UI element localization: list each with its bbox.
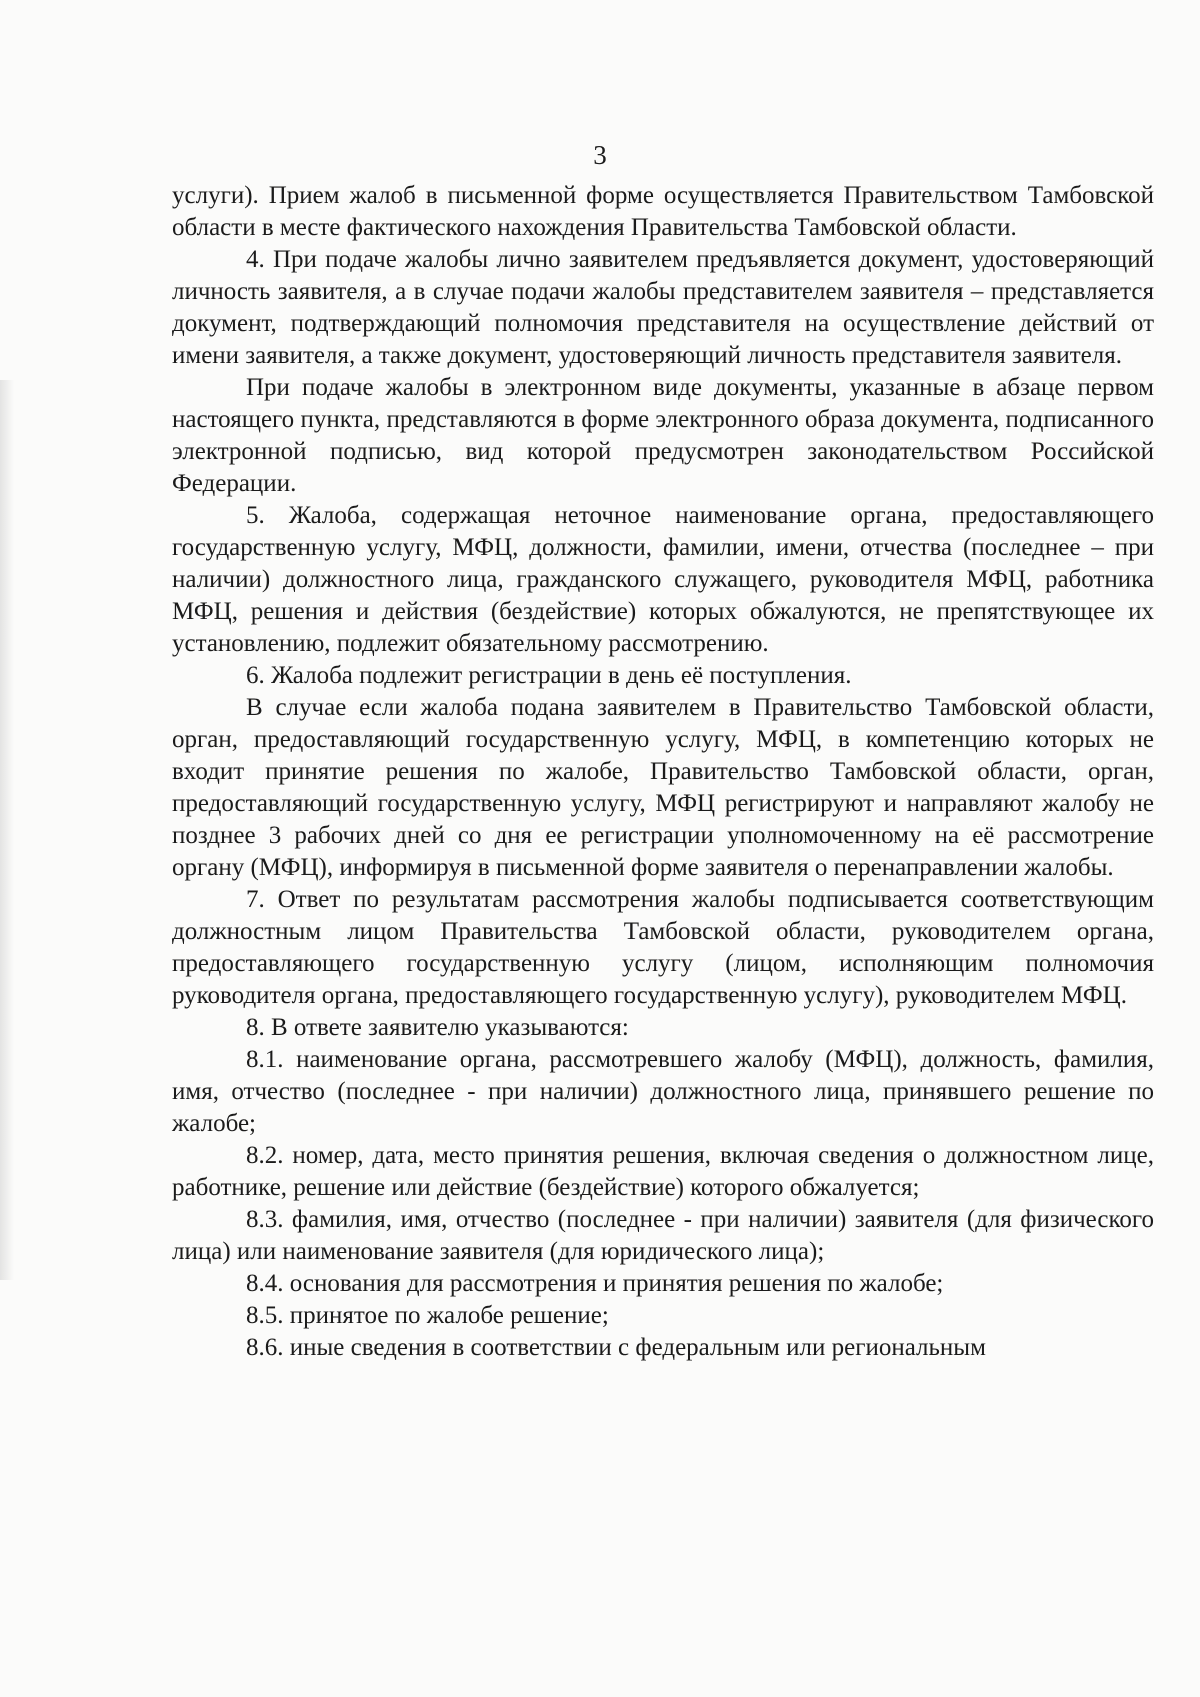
paragraph-item-4-electronic: При подаче жалобы в электронном виде документы, указанные в абзаце первом настоящего пункта, представляются в форме электронного образа документа, подписанного электронной подписью, вид которой предусмотрен законодательством Российской Федерации. [172,374,1154,497]
paragraph-item-6: 6. Жалоба подлежит регистрации в день её поступления. [246,662,852,689]
paragraph-item-8-1: 8.1. наименование органа, рассмотревшего жалобу (МФЦ), должность, фамилия, имя, отчество (последнее - при наличии) должностного лица, принявшего решение по жалобе; [172,1046,1154,1137]
paragraph-item-8-5: 8.5. принятое по жалобе решение; [246,1302,609,1329]
paragraph-item-8-6: 8.6. иные сведения в соответствии с федеральным или региональным [246,1334,986,1361]
paragraph-item-4: 4. При подаче жалобы лично заявителем предъявляется документ, удостоверяющий личность заявителя, а в случае подачи жалобы представителем заявителя – представляется документ, подтверждающий полномочия представителя на осуществление действий от имени заявителя, а также документ, удостоверяющий личность представителя заявителя. [172,246,1154,369]
paragraph-continuation: услуги). Прием жалоб в письменной форме осуществляется Правительством Тамбовской области в месте фактического нахождения Правительства Тамбовской области. [172,182,1154,241]
paragraph-item-8-4: 8.4. основания для рассмотрения и принятия решения по жалобе; [246,1270,944,1297]
scan-shadow [0,380,14,1280]
paragraph-item-7: 7. Ответ по результатам рассмотрения жалобы подписывается соответствующим должностным лицом Правительства Тамбовской области, руководителем органа, предоставляющего государственную услугу (лицом, исполняющим полномочия руководителя органа, предоставляющего государственную услугу), руководителем МФЦ. [172,886,1154,1009]
paragraph-item-8-3: 8.3. фамилия, имя, отчество (последнее - при наличии) заявителя (для физического лица) или наименование заявителя (для юридического лица); [172,1206,1154,1265]
paragraph-item-6-redirect: В случае если жалоба подана заявителем в Правительство Тамбовской области, орган, предоставляющий государственную услугу, МФЦ, в компетенцию которых не входит принятие решения по жалобе, Правительство Тамбовской области, орган, предоставляющий государственную услугу, МФЦ регистрируют и направляют жалобу не позднее 3 рабочих дней со дня ее регистрации уполномоченному на её рассмотрение органу (МФЦ), информируя в письменной форме заявителя о перенаправлении жалобы. [172,694,1154,881]
paragraph-item-8: 8. В ответе заявителю указываются: [246,1014,629,1041]
paragraph-item-5: 5. Жалоба, содержащая неточное наименование органа, предоставляющего государственную услугу, МФЦ, должности, фамилии, имени, отчества (последнее – при наличии) должностного лица, гражданского служащего, руководителя МФЦ, работника МФЦ, решения и действия (бездействие) которых обжалуются, не препятствующее их установлению, подлежит обязательному рассмотрению. [172,502,1154,657]
paragraph-item-8-2: 8.2. номер, дата, место принятия решения, включая сведения о должностном лице, работнике, решение или действие (бездействие) которого обжалуется; [172,1142,1154,1201]
page-number: 3 [593,140,607,170]
document-body [172,180,1154,1364]
